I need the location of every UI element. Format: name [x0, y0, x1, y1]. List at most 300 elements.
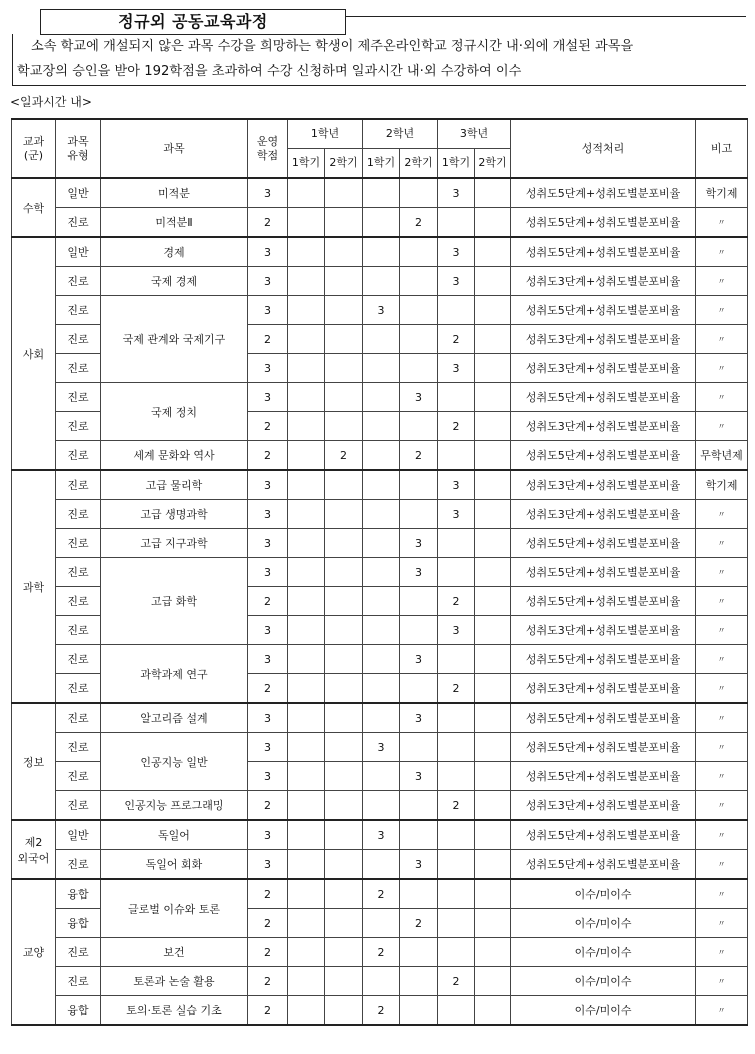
grading-cell: 성취도5단계+성취도별분포비율 — [511, 733, 696, 762]
grading-cell: 성취도3단계+성취도별분포비율 — [511, 412, 696, 441]
type-cell: 진로 — [56, 441, 101, 471]
subject-cell: 국제 정치 — [101, 383, 248, 441]
type-cell: 일반 — [56, 237, 101, 267]
header-type: 과목 유형 — [56, 119, 101, 178]
semester-cell-g3s1 — [438, 762, 475, 791]
note-cell: 〃 — [696, 616, 748, 645]
table-row — [12, 208, 748, 238]
credits-cell: 3 — [248, 558, 288, 587]
semester-cell-g1s2 — [325, 996, 363, 1026]
note-cell: 〃 — [696, 325, 748, 354]
semester-cell-g2s1 — [363, 762, 400, 791]
credits-cell: 3 — [248, 500, 288, 529]
description-line-2: 학교장의 승인을 받아 192학점을 초과하여 수강 신청하며 일과시간 내·외 수강하여 이수 — [17, 64, 522, 79]
semester-cell-g2s1 — [363, 791, 400, 821]
semester-cell-g2s1 — [363, 267, 400, 296]
type-cell: 일반 — [56, 820, 101, 850]
grading-cell: 성취도3단계+성취도별분포비율 — [511, 470, 696, 500]
semester-cell-g2s1 — [363, 674, 400, 704]
grading-cell: 성취도5단계+성취도별분포비율 — [511, 850, 696, 880]
table-row — [12, 178, 748, 208]
semester-cell-g3s1 — [438, 645, 475, 674]
header-area: 교과 (군) — [12, 119, 56, 178]
subject-cell: 미적분 — [101, 178, 248, 208]
semester-cell-g1s1 — [288, 938, 325, 967]
semester-cell-g2s1 — [363, 412, 400, 441]
credits-cell: 3 — [248, 733, 288, 762]
semester-cell-g2s2 — [400, 996, 438, 1026]
header-g3-sem1: 1학기 — [438, 149, 475, 179]
grading-cell: 성취도5단계+성취도별분포비율 — [511, 208, 696, 238]
semester-cell-g3s1 — [438, 996, 475, 1026]
semester-cell-g1s2 — [325, 470, 363, 500]
semester-cell-g1s1 — [288, 645, 325, 674]
semester-cell-g3s2 — [475, 500, 511, 529]
area-cell: 제2 외국어 — [12, 820, 56, 879]
semester-cell-g1s1 — [288, 441, 325, 471]
semester-cell-g2s1 — [363, 208, 400, 238]
semester-cell-g2s1: 3 — [363, 820, 400, 850]
semester-cell-g3s1: 2 — [438, 412, 475, 441]
note-cell: 학기제 — [696, 178, 748, 208]
semester-cell-g2s1 — [363, 967, 400, 996]
semester-cell-g2s1 — [363, 645, 400, 674]
type-cell: 진로 — [56, 470, 101, 500]
grading-cell: 성취도5단계+성취도별분포비율 — [511, 178, 696, 208]
semester-cell-g2s2 — [400, 412, 438, 441]
semester-cell-g2s2: 2 — [400, 909, 438, 938]
semester-cell-g1s2 — [325, 762, 363, 791]
semester-cell-g2s2 — [400, 325, 438, 354]
table-row — [12, 850, 748, 880]
semester-cell-g1s1 — [288, 470, 325, 500]
subject-cell: 인공지능 프로그래밍 — [101, 791, 248, 821]
type-cell: 융합 — [56, 996, 101, 1026]
credits-cell: 3 — [248, 850, 288, 880]
semester-cell-g1s1 — [288, 996, 325, 1026]
grading-cell: 성취도5단계+성취도별분포비율 — [511, 558, 696, 587]
header-g1-sem2: 2학기 — [325, 149, 363, 179]
semester-cell-g1s1 — [288, 820, 325, 850]
semester-cell-g1s2 — [325, 558, 363, 587]
type-cell: 진로 — [56, 500, 101, 529]
semester-cell-g2s2 — [400, 267, 438, 296]
semester-cell-g3s2 — [475, 938, 511, 967]
credits-cell: 3 — [248, 645, 288, 674]
type-cell: 진로 — [56, 558, 101, 587]
semester-cell-g1s1 — [288, 237, 325, 267]
semester-cell-g3s2 — [475, 383, 511, 412]
semester-cell-g3s1: 3 — [438, 237, 475, 267]
semester-cell-g2s1 — [363, 237, 400, 267]
semester-cell-g2s2 — [400, 791, 438, 821]
subject-cell: 글로벌 이슈와 토론 — [101, 879, 248, 938]
semester-cell-g3s1: 2 — [438, 967, 475, 996]
semester-cell-g2s2 — [400, 354, 438, 383]
credits-cell: 3 — [248, 616, 288, 645]
semester-cell-g3s1: 2 — [438, 325, 475, 354]
type-cell: 진로 — [56, 674, 101, 704]
subject-cell: 국제 경제 — [101, 267, 248, 296]
semester-cell-g3s1: 3 — [438, 500, 475, 529]
header-grade1: 1학년 — [288, 119, 363, 149]
credits-cell: 3 — [248, 267, 288, 296]
semester-cell-g1s2 — [325, 500, 363, 529]
header-g1-sem1: 1학기 — [288, 149, 325, 179]
semester-cell-g1s2 — [325, 938, 363, 967]
type-cell: 진로 — [56, 762, 101, 791]
header-grading: 성적처리 — [511, 119, 696, 178]
semester-cell-g3s2 — [475, 441, 511, 471]
subject-cell: 토론과 논술 활용 — [101, 967, 248, 996]
semester-cell-g3s2 — [475, 850, 511, 880]
semester-cell-g1s2 — [325, 354, 363, 383]
note-cell: 〃 — [696, 208, 748, 238]
type-cell: 진로 — [56, 938, 101, 967]
semester-cell-g1s1 — [288, 850, 325, 880]
note-cell: 무학년제 — [696, 441, 748, 471]
semester-cell-g2s1: 2 — [363, 879, 400, 909]
semester-cell-g3s1 — [438, 820, 475, 850]
semester-cell-g2s2: 3 — [400, 850, 438, 880]
semester-cell-g1s2 — [325, 616, 363, 645]
semester-cell-g1s1 — [288, 354, 325, 383]
semester-cell-g3s1: 3 — [438, 178, 475, 208]
credits-cell: 3 — [248, 296, 288, 325]
semester-cell-g2s1 — [363, 850, 400, 880]
table-row — [12, 703, 748, 733]
semester-cell-g2s2 — [400, 938, 438, 967]
semester-cell-g2s1 — [363, 470, 400, 500]
semester-cell-g2s2 — [400, 587, 438, 616]
note-cell: 〃 — [696, 850, 748, 880]
semester-cell-g2s2 — [400, 500, 438, 529]
grading-cell: 이수/미이수 — [511, 879, 696, 909]
semester-cell-g1s2 — [325, 208, 363, 238]
note-cell: 〃 — [696, 674, 748, 704]
semester-cell-g3s2 — [475, 587, 511, 616]
subject-cell: 알고리즘 설계 — [101, 703, 248, 733]
semester-cell-g2s1 — [363, 529, 400, 558]
semester-cell-g2s1: 2 — [363, 938, 400, 967]
grading-cell: 성취도5단계+성취도별분포비율 — [511, 587, 696, 616]
semester-cell-g3s2 — [475, 879, 511, 909]
semester-cell-g2s1 — [363, 325, 400, 354]
semester-cell-g1s1 — [288, 703, 325, 733]
header-g3-sem2: 2학기 — [475, 149, 511, 179]
semester-cell-g2s2 — [400, 616, 438, 645]
header-g2-sem1: 1학기 — [363, 149, 400, 179]
semester-cell-g1s2: 2 — [325, 441, 363, 471]
note-cell: 〃 — [696, 558, 748, 587]
credits-cell: 3 — [248, 762, 288, 791]
grading-cell: 성취도5단계+성취도별분포비율 — [511, 645, 696, 674]
semester-cell-g3s2 — [475, 178, 511, 208]
semester-cell-g3s1 — [438, 383, 475, 412]
area-cell: 사회 — [12, 237, 56, 470]
grading-cell: 성취도5단계+성취도별분포비율 — [511, 529, 696, 558]
semester-cell-g2s1 — [363, 558, 400, 587]
header-grade2: 2학년 — [363, 119, 438, 149]
subject-cell: 세계 문화와 역사 — [101, 441, 248, 471]
semester-cell-g2s2: 3 — [400, 645, 438, 674]
semester-cell-g3s2 — [475, 529, 511, 558]
grading-cell: 성취도3단계+성취도별분포비율 — [511, 674, 696, 704]
semester-cell-g3s2 — [475, 996, 511, 1026]
type-cell: 진로 — [56, 383, 101, 412]
page-title: 정규외 공동교육과정 — [40, 9, 346, 35]
table-row — [12, 820, 748, 850]
header-subject: 과목 — [101, 119, 248, 178]
semester-cell-g2s2: 3 — [400, 529, 438, 558]
subject-cell: 독일어 — [101, 820, 248, 850]
semester-cell-g3s1 — [438, 208, 475, 238]
type-cell: 진로 — [56, 296, 101, 325]
semester-cell-g2s1 — [363, 441, 400, 471]
semester-cell-g1s1 — [288, 791, 325, 821]
table-row — [12, 529, 748, 558]
semester-cell-g1s2 — [325, 674, 363, 704]
semester-cell-g2s1 — [363, 500, 400, 529]
type-cell: 진로 — [56, 529, 101, 558]
semester-cell-g3s1: 2 — [438, 674, 475, 704]
type-cell: 진로 — [56, 616, 101, 645]
note-cell: 〃 — [696, 996, 748, 1026]
subject-cell: 독일어 회화 — [101, 850, 248, 880]
note-cell: 〃 — [696, 820, 748, 850]
grading-cell: 성취도5단계+성취도별분포비율 — [511, 441, 696, 471]
table-row — [12, 879, 748, 909]
note-cell: 〃 — [696, 762, 748, 791]
semester-cell-g2s2 — [400, 296, 438, 325]
grading-cell: 성취도5단계+성취도별분포비율 — [511, 296, 696, 325]
note-cell: 〃 — [696, 267, 748, 296]
semester-cell-g1s2 — [325, 237, 363, 267]
semester-cell-g1s1 — [288, 558, 325, 587]
semester-cell-g3s1 — [438, 850, 475, 880]
header-g2-sem2: 2학기 — [400, 149, 438, 179]
semester-cell-g2s1 — [363, 703, 400, 733]
subject-cell: 고급 생명과학 — [101, 500, 248, 529]
grading-cell: 성취도5단계+성취도별분포비율 — [511, 237, 696, 267]
semester-cell-g2s1 — [363, 354, 400, 383]
credits-cell: 2 — [248, 938, 288, 967]
type-cell: 진로 — [56, 354, 101, 383]
credits-cell: 2 — [248, 674, 288, 704]
semester-cell-g1s2 — [325, 733, 363, 762]
semester-cell-g1s1 — [288, 587, 325, 616]
semester-cell-g1s1 — [288, 267, 325, 296]
credits-cell: 2 — [248, 587, 288, 616]
semester-cell-g3s1 — [438, 703, 475, 733]
semester-cell-g1s2 — [325, 909, 363, 938]
type-cell: 진로 — [56, 967, 101, 996]
semester-cell-g1s2 — [325, 383, 363, 412]
semester-cell-g1s1 — [288, 208, 325, 238]
description-line-1: 소속 학교에 개설되지 않은 과목 수강을 희망하는 학생이 제주온라인학교 정규시간 내·외에 개설된 과목을 — [31, 39, 634, 54]
semester-cell-g3s2 — [475, 470, 511, 500]
semester-cell-g1s1 — [288, 967, 325, 996]
semester-cell-g1s2 — [325, 645, 363, 674]
semester-cell-g2s1: 3 — [363, 296, 400, 325]
semester-cell-g3s1 — [438, 529, 475, 558]
semester-cell-g3s1: 3 — [438, 267, 475, 296]
semester-cell-g3s1: 3 — [438, 616, 475, 645]
note-cell: 〃 — [696, 500, 748, 529]
semester-cell-g3s2 — [475, 237, 511, 267]
type-cell: 융합 — [56, 909, 101, 938]
semester-cell-g2s2: 3 — [400, 762, 438, 791]
grading-cell: 성취도3단계+성취도별분포비율 — [511, 500, 696, 529]
type-cell: 진로 — [56, 325, 101, 354]
credits-cell: 3 — [248, 178, 288, 208]
semester-cell-g3s2 — [475, 909, 511, 938]
grading-cell: 성취도5단계+성취도별분포비율 — [511, 703, 696, 733]
semester-cell-g3s2 — [475, 296, 511, 325]
table-row — [12, 237, 748, 267]
note-cell: 〃 — [696, 938, 748, 967]
note-cell: 〃 — [696, 733, 748, 762]
credits-cell: 2 — [248, 879, 288, 909]
semester-cell-g3s2 — [475, 267, 511, 296]
semester-cell-g1s1 — [288, 178, 325, 208]
note-cell: 〃 — [696, 909, 748, 938]
credits-cell: 2 — [248, 967, 288, 996]
credits-cell: 3 — [248, 237, 288, 267]
note-cell: 〃 — [696, 529, 748, 558]
semester-cell-g1s2 — [325, 850, 363, 880]
grading-cell: 성취도3단계+성취도별분포비율 — [511, 791, 696, 821]
table-row — [12, 996, 748, 1026]
semester-cell-g1s1 — [288, 500, 325, 529]
semester-cell-g3s1: 2 — [438, 791, 475, 821]
table-row — [12, 558, 748, 587]
semester-cell-g2s2 — [400, 178, 438, 208]
semester-cell-g1s2 — [325, 967, 363, 996]
table-row — [12, 791, 748, 821]
semester-cell-g3s2 — [475, 645, 511, 674]
semester-cell-g2s1 — [363, 587, 400, 616]
note-cell: 〃 — [696, 703, 748, 733]
credits-cell: 3 — [248, 354, 288, 383]
note-cell: 〃 — [696, 791, 748, 821]
semester-cell-g1s1 — [288, 383, 325, 412]
subject-cell: 과학과제 연구 — [101, 645, 248, 704]
semester-cell-g3s2 — [475, 325, 511, 354]
area-cell: 과학 — [12, 470, 56, 703]
semester-cell-g1s1 — [288, 325, 325, 354]
type-cell: 진로 — [56, 587, 101, 616]
note-cell: 학기제 — [696, 470, 748, 500]
semester-cell-g3s2 — [475, 558, 511, 587]
semester-cell-g2s2 — [400, 733, 438, 762]
semester-cell-g1s1 — [288, 674, 325, 704]
grading-cell: 성취도3단계+성취도별분포비율 — [511, 354, 696, 383]
semester-cell-g1s2 — [325, 412, 363, 441]
semester-cell-g3s1 — [438, 441, 475, 471]
semester-cell-g3s1: 2 — [438, 587, 475, 616]
note-cell: 〃 — [696, 879, 748, 909]
type-cell: 진로 — [56, 412, 101, 441]
semester-cell-g2s1 — [363, 178, 400, 208]
note-cell: 〃 — [696, 354, 748, 383]
credits-cell: 3 — [248, 470, 288, 500]
type-cell: 진로 — [56, 733, 101, 762]
title-rule — [346, 16, 746, 17]
semester-cell-g2s2: 3 — [400, 383, 438, 412]
semester-cell-g2s1 — [363, 909, 400, 938]
credits-cell: 2 — [248, 909, 288, 938]
semester-cell-g1s2 — [325, 791, 363, 821]
subject-cell: 고급 화학 — [101, 558, 248, 645]
note-cell: 〃 — [696, 296, 748, 325]
grading-cell: 이수/미이수 — [511, 938, 696, 967]
area-cell: 정보 — [12, 703, 56, 820]
credits-cell: 2 — [248, 412, 288, 441]
table-row — [12, 441, 748, 471]
header-credits: 운영 학점 — [248, 119, 288, 178]
subject-cell: 미적분Ⅱ — [101, 208, 248, 238]
type-cell: 진로 — [56, 850, 101, 880]
semester-cell-g3s1: 3 — [438, 470, 475, 500]
note-cell: 〃 — [696, 587, 748, 616]
grading-cell: 성취도3단계+성취도별분포비율 — [511, 267, 696, 296]
grading-cell: 성취도5단계+성취도별분포비율 — [511, 383, 696, 412]
semester-cell-g1s2 — [325, 267, 363, 296]
course-table-body — [12, 178, 748, 1025]
semester-cell-g3s1 — [438, 296, 475, 325]
table-row — [12, 500, 748, 529]
semester-cell-g3s2 — [475, 967, 511, 996]
credits-cell: 3 — [248, 703, 288, 733]
semester-cell-g3s2 — [475, 354, 511, 383]
semester-cell-g1s1 — [288, 616, 325, 645]
semester-cell-g3s2 — [475, 412, 511, 441]
semester-cell-g2s2 — [400, 674, 438, 704]
semester-cell-g3s2 — [475, 674, 511, 704]
semester-cell-g2s1 — [363, 383, 400, 412]
semester-cell-g3s1 — [438, 938, 475, 967]
credits-cell: 3 — [248, 383, 288, 412]
section-subheading: <일과시간 내> — [10, 95, 92, 109]
table-row — [12, 267, 748, 296]
semester-cell-g3s1 — [438, 879, 475, 909]
semester-cell-g2s2 — [400, 470, 438, 500]
semester-cell-g2s1: 2 — [363, 996, 400, 1026]
table-row — [12, 470, 748, 500]
semester-cell-g1s2 — [325, 587, 363, 616]
type-cell: 진로 — [56, 645, 101, 674]
semester-cell-g1s2 — [325, 296, 363, 325]
header-note: 비고 — [696, 119, 748, 178]
grading-cell: 성취도3단계+성취도별분포비율 — [511, 616, 696, 645]
semester-cell-g1s1 — [288, 733, 325, 762]
note-cell: 〃 — [696, 237, 748, 267]
grading-cell: 성취도3단계+성취도별분포비율 — [511, 325, 696, 354]
subject-cell: 국제 관계와 국제기구 — [101, 296, 248, 383]
area-cell: 교양 — [12, 879, 56, 1025]
semester-cell-g1s2 — [325, 529, 363, 558]
semester-cell-g1s2 — [325, 325, 363, 354]
semester-cell-g2s2: 2 — [400, 441, 438, 471]
table-row — [12, 296, 748, 325]
subject-cell: 인공지능 일반 — [101, 733, 248, 791]
subject-cell: 고급 물리학 — [101, 470, 248, 500]
semester-cell-g3s2 — [475, 733, 511, 762]
subject-cell: 토의·토론 실습 기초 — [101, 996, 248, 1026]
table-row — [12, 967, 748, 996]
type-cell: 진로 — [56, 791, 101, 821]
